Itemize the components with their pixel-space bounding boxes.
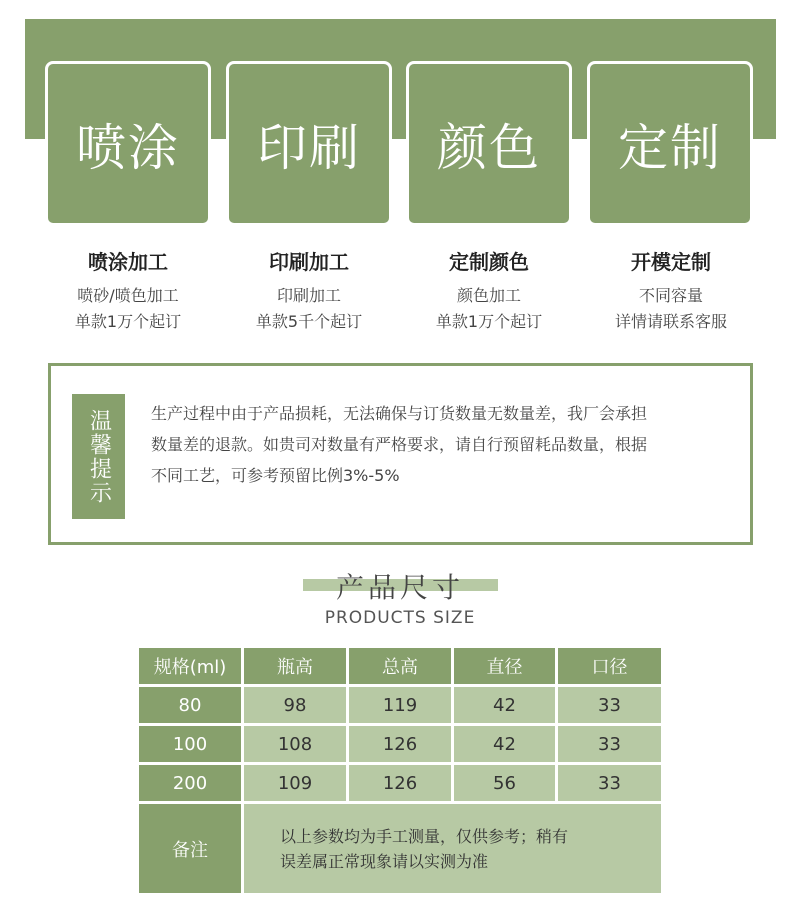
feature-line: 单款5千个起订 xyxy=(255,312,363,331)
table-cell: 126 xyxy=(349,726,451,762)
table-note-line: 以上参数均为手工测量，仅供参考；稍有 xyxy=(280,826,569,846)
table-cell: 80 xyxy=(139,687,241,723)
table-cell: 108 xyxy=(244,726,346,762)
table-cell: 33 xyxy=(558,687,661,723)
notice-label: 温馨提示 xyxy=(72,394,125,519)
feature-line: 单款1万个起订 xyxy=(74,312,182,331)
table-header-cell: 直径 xyxy=(454,648,555,684)
section-title: 产品尺寸 xyxy=(335,571,464,604)
card-print: 印刷 xyxy=(226,61,392,226)
table-header-cell: 瓶高 xyxy=(244,648,346,684)
section-subtitle: PRODUCTS SIZE xyxy=(324,608,476,628)
table-note-content xyxy=(244,804,661,893)
feature-line: 详情请联系客服 xyxy=(614,312,727,331)
notice-line: 不同工艺，可参考预留比例3%-5% xyxy=(151,466,400,485)
table-cell: 42 xyxy=(454,726,555,762)
table-cell: 98 xyxy=(244,687,346,723)
feature-custom xyxy=(586,246,756,335)
feature-spray xyxy=(43,246,213,335)
table-cell: 109 xyxy=(244,765,346,801)
feature-line: 单款1万个起订 xyxy=(435,312,543,331)
card-custom: 定制 xyxy=(587,61,753,226)
feature-title: 开模定制 xyxy=(631,250,711,274)
table-cell: 126 xyxy=(349,765,451,801)
card-spray: 喷涂 xyxy=(45,61,211,226)
table-cell: 42 xyxy=(454,687,555,723)
notice-line: 生产过程中由于产品损耗，无法确保与订货数量无数量差，我厂会承担 xyxy=(151,404,648,423)
notice-box xyxy=(48,363,753,545)
feature-line: 颜色加工 xyxy=(456,286,521,305)
feature-color xyxy=(404,246,574,335)
card-color: 颜色 xyxy=(406,61,572,226)
feature-title: 定制颜色 xyxy=(449,250,529,274)
notice-body xyxy=(151,398,741,491)
table-note-line: 误差属正常现象请以实测为准 xyxy=(280,851,489,871)
feature-title: 印刷加工 xyxy=(269,250,349,274)
table-cell: 56 xyxy=(454,765,555,801)
table-header-cell: 口径 xyxy=(558,648,661,684)
feature-line: 不同容量 xyxy=(638,286,703,305)
table-note-label: 备注 xyxy=(139,804,241,893)
feature-line: 喷砂/喷色加工 xyxy=(77,286,179,305)
feature-title: 喷涂加工 xyxy=(88,250,168,274)
table-cell: 33 xyxy=(558,765,661,801)
feature-print xyxy=(224,246,394,335)
table-cell: 33 xyxy=(558,726,661,762)
table-header-cell: 总高 xyxy=(349,648,451,684)
feature-line: 印刷加工 xyxy=(276,286,341,305)
table-cell: 100 xyxy=(139,726,241,762)
table-header-cell: 规格(ml) xyxy=(139,648,241,684)
table-cell: 119 xyxy=(349,687,451,723)
table-cell: 200 xyxy=(139,765,241,801)
notice-line: 数量差的退款。如贵司对数量有严格要求，请自行预留耗品数量，根据 xyxy=(151,435,648,454)
